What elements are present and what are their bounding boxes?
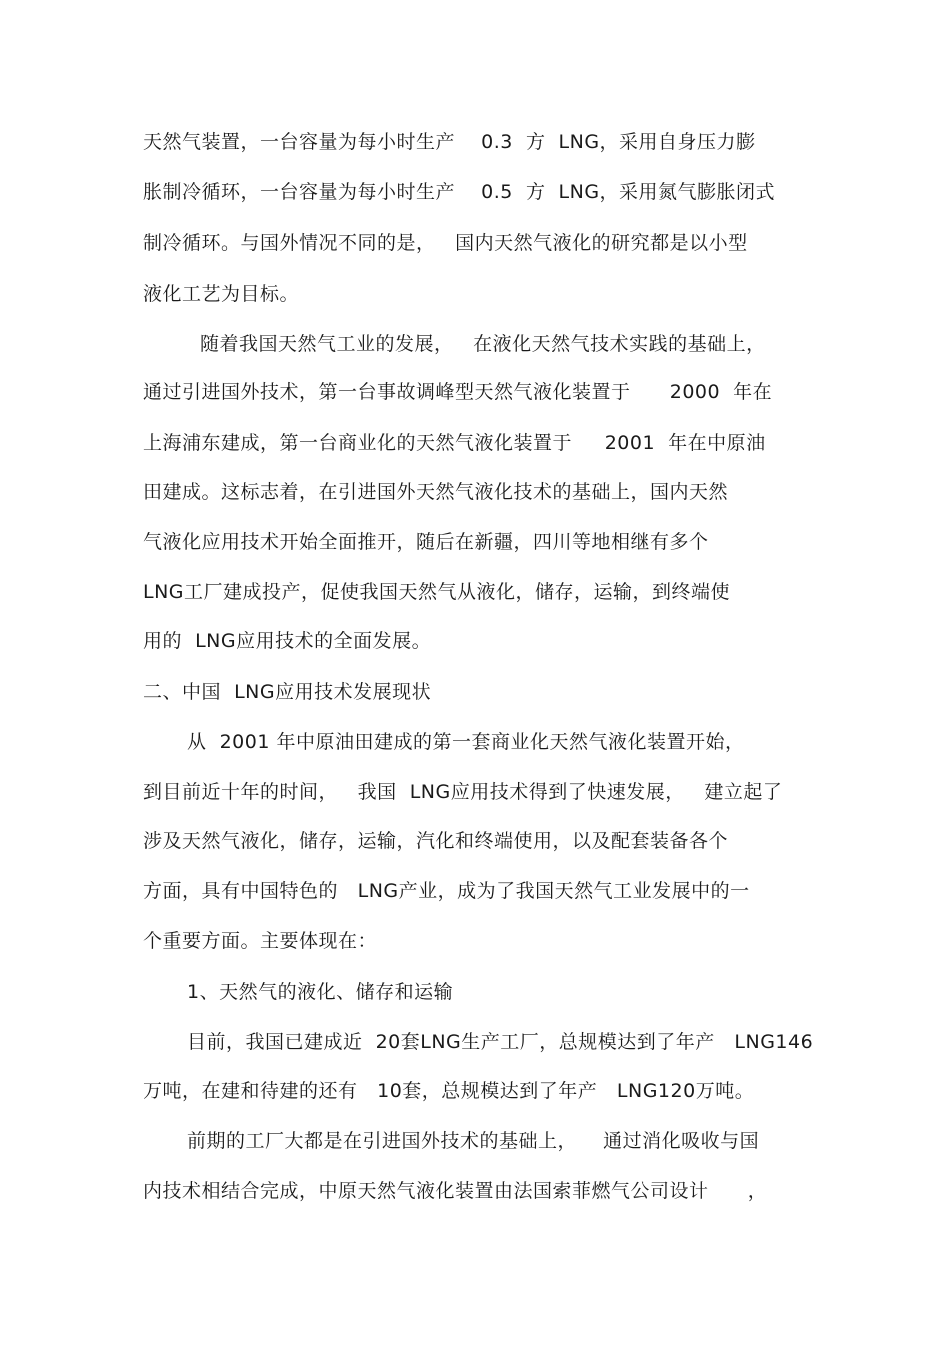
subsection-heading: 1、天然气的液化、储存和运输 [187,981,454,1003]
text-line: 随着我国天然气工业的发展， 在液化天然气技术实践的基础上， [200,333,766,355]
text-line: 方面，具有中国特色的 LNG产业，成为了我国天然气工业发展中的一 [143,880,750,902]
text-line: 到目前近十年的时间， 我国 LNG应用技术得到了快速发展， 建立起了 [143,781,783,803]
text-line: 从 2001 年中原油田建成的第一套商业化天然气液化装置开始， [187,731,745,753]
text-line: 内技术相结合完成，中原天然气液化装置由法国索菲燃气公司设计 ， [143,1180,768,1202]
text-line: 制冷循环。与国外情况不同的是， 国内天然气液化的研究都是以小型 [143,232,748,254]
text-line: 用的 LNG应用技术的全面发展。 [143,630,432,652]
text-line: LNG工厂建成投产，促使我国天然气从液化，储存，运输，到终端使 [143,581,731,603]
text-line: 通过引进国外技术，第一台事故调峰型天然气液化装置于 2000 年在 [143,381,773,403]
text-line: 气液化应用技术开始全面推开，随后在新疆，四川等地相继有多个 [143,531,709,553]
text-line: 万吨，在建和待建的还有 10套，总规模达到了年产 LNG120万吨。 [143,1080,755,1102]
text-line: 上海浦东建成，第一台商业化的天然气液化装置于 2001 年在中原油 [143,432,766,454]
text-line: 涉及天然气液化，储存，运输，汽化和终端使用，以及配套装备各个 [143,830,729,852]
text-line: 目前，我国已建成近 20套LNG生产工厂，总规模达到了年产 LNG146 [187,1031,814,1053]
text-line: 天然气装置，一台容量为每小时生产 0.3 方 LNG，采用自身压力膨 [143,131,756,153]
text-line: 个重要方面。主要体现在： [143,930,378,952]
text-line: 胀制冷循环，一台容量为每小时生产 0.5 方 LNG，采用氮气膨胀闭式 [143,181,776,203]
text-line: 前期的工厂大都是在引进国外技术的基础上， 通过消化吸收与国 [187,1130,760,1152]
text-line: 田建成。这标志着，在引进国外天然气液化技术的基础上，国内天然 [143,481,729,503]
text-line: 液化工艺为目标。 [143,283,300,305]
section-heading: 二、中国 LNG应用技术发展现状 [143,681,432,703]
